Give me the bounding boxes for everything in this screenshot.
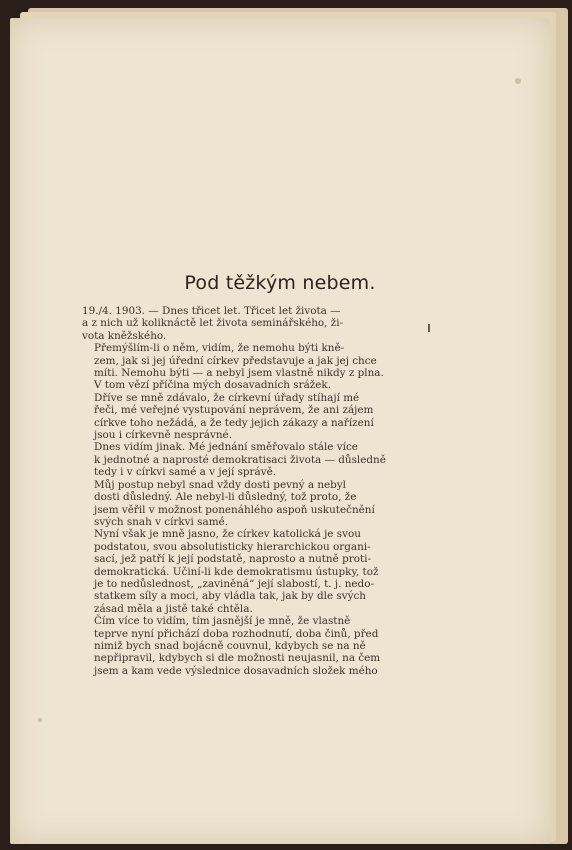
text-line: podstatou, svou absolutisticky hierarchickou organi- (94, 540, 371, 553)
margin-mark (428, 324, 430, 332)
text-line: teprve nyní přichází doba rozhodnutí, doba činů, před (94, 627, 379, 640)
text-line: jsou i církevně nesprávné. (94, 429, 233, 442)
text-line: a z nich už koliknáctě let života seminářského, ži- (82, 317, 344, 330)
text-line: k jednotné a naprosté demokratisaci života — důsledně (94, 453, 386, 466)
text-line: církve toho nežádá, a že tedy jejich zákazy a nařízení (94, 416, 374, 429)
text-line: sací, jež patří k její podstatě, naprosto a nutně proti- (94, 553, 371, 566)
text-line: dosti důsledný. Ale nebyl-li důsledný, tož proto, že (94, 491, 357, 504)
text-line: Čím více to vidím, tím jasnější je mně, že vlastně (94, 615, 351, 628)
paragraph (82, 615, 410, 677)
text-line: V tom vězí příčina mých dosavadních srážek. (94, 379, 332, 392)
paragraph (82, 342, 410, 379)
text-line: statkem síly a moci, aby vládla tak, jak by dle svých (94, 590, 366, 603)
text-line: vota kněžského. (82, 329, 167, 342)
paragraph (82, 379, 410, 391)
text-line: nepřipravil, kdybych si dle možnosti neujasnil, na čem (94, 652, 381, 665)
paragraph (82, 479, 410, 529)
text-line: Dnes vidím jinak. Mé jednání směřovalo stále více (94, 441, 358, 454)
text-line: řeči, mé veřejné vystupování neprávem, že ani zájem (94, 404, 374, 417)
text-line: nimiž bych snad bojácně couvnul, kdybych se na ně (94, 639, 366, 652)
paragraph (82, 305, 410, 342)
text-line: Dříve se mně zdávalo, že církevní úřady stíhají mé (94, 391, 360, 404)
text-line: míti. Nemohu býti — a nebyl jsem vlastně nikdy z plna. (94, 367, 384, 380)
chapter-title: Pod těžkým nebem. (184, 272, 376, 294)
text-line: demokratická. Učiní-li kde demokratismu ústupky, tož (94, 565, 379, 578)
text-line: 19./4. 1903. — Dnes třicet let. Třicet let života — (82, 305, 341, 317)
text-line: Přemýšlím-li o něm, vidím, že nemohu býti kně- (94, 342, 345, 355)
text-line: jsem a kam vede výslednice dosavadních složek mého (94, 664, 378, 677)
text-line: zásad měla a jistě také chtěla. (94, 602, 253, 615)
paragraph (82, 528, 410, 615)
paper-stain (515, 78, 521, 84)
text-line: je to nedůslednost, „zaviněná“ její slabostí, t. j. nedo- (94, 577, 374, 590)
text-line: jsem věřil v možnost ponenáhlého aspoň uskutečnění (94, 503, 375, 516)
text-line: Můj postup nebyl snad vždy dosti pevný a nebyl (94, 478, 347, 491)
paragraph (82, 441, 410, 478)
paragraph (82, 392, 410, 442)
book-page (10, 18, 550, 844)
body-text (82, 305, 410, 677)
text-line: svých snah v církvi samé. (94, 515, 229, 528)
text-line: zem, jak si jej úřední církev představuje a jak jej chce (94, 354, 377, 367)
paper-stain (38, 718, 42, 722)
text-line: tedy i v církvi samé a v její správě. (94, 466, 277, 479)
text-line: Nyní však je mně jasno, že církev katolická je svou (94, 528, 361, 541)
